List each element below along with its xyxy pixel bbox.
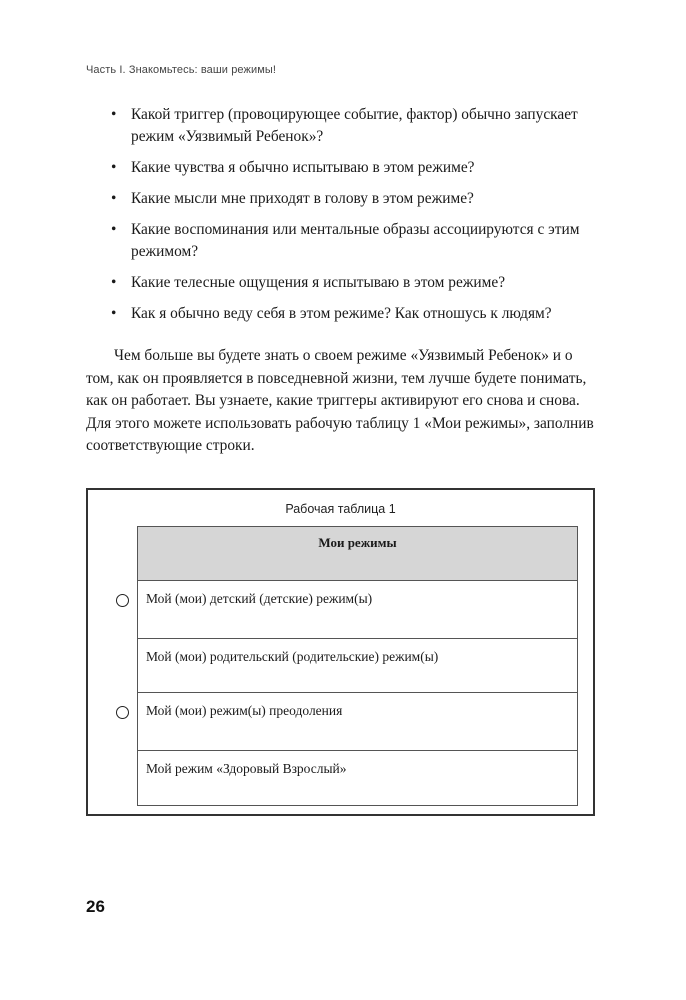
bullet-icon: • xyxy=(111,159,117,176)
bullet-icon: • xyxy=(111,221,117,238)
list-item xyxy=(111,219,601,263)
question-text: Какие воспоминания или ментальные образы ассоциируются с этим режимом? xyxy=(131,221,580,260)
worksheet-box xyxy=(86,488,595,816)
list-item xyxy=(111,188,601,210)
table-row: Мой (мои) родительский (родительские) режим(ы) xyxy=(138,639,577,693)
list-item xyxy=(111,272,601,294)
body-paragraph: Чем больше вы будете знать о своем режиме «Уязвимый Ребенок» и о том, как он проявляется в повседневной жизни, тем лучше будете понимать, как он работает. Вы узнаете, какие триггеры активируют его снова и снова. Для этого можете использовать рабочую таблицу 1 «Мои режимы», заполнив соответствующие строки. xyxy=(86,347,594,454)
radio-circle-icon xyxy=(116,594,129,607)
running-header: Часть I. Знакомьтесь: ваши режимы! xyxy=(86,64,277,76)
bullet-icon: • xyxy=(111,190,117,207)
question-text: Какие телесные ощущения я испытываю в этом режиме? xyxy=(131,274,506,291)
radio-circle-icon xyxy=(116,706,129,719)
question-text: Как я обычно веду себя в этом режиме? Как отношусь к людям? xyxy=(131,305,552,322)
bullet-icon: • xyxy=(111,274,117,291)
table-row: Мой (мои) детский (детские) режим(ы) xyxy=(138,581,577,639)
worksheet-title: Рабочая таблица 1 xyxy=(285,502,396,516)
list-item xyxy=(111,303,601,325)
question-text: Какой триггер (провоцирующее событие, фактор) обычно запускает режим «Уязвимый Ребенок»? xyxy=(131,106,578,145)
bullet-icon: • xyxy=(111,305,117,322)
table-header: Мои режимы xyxy=(138,527,577,581)
question-text: Какие мысли мне приходят в голову в этом режиме? xyxy=(131,190,474,207)
table-row: Мой режим «Здоровый Взрослый» xyxy=(146,761,347,776)
list-item xyxy=(111,157,601,179)
question-list xyxy=(111,104,601,334)
list-item xyxy=(111,104,601,148)
table-row: Мой (мои) режим(ы) преодоления xyxy=(138,693,577,751)
modes-table xyxy=(137,526,578,806)
question-text: Какие чувства я обычно испытываю в этом режиме? xyxy=(131,159,475,176)
page-number: 26 xyxy=(86,897,105,916)
bullet-icon: • xyxy=(111,106,117,123)
